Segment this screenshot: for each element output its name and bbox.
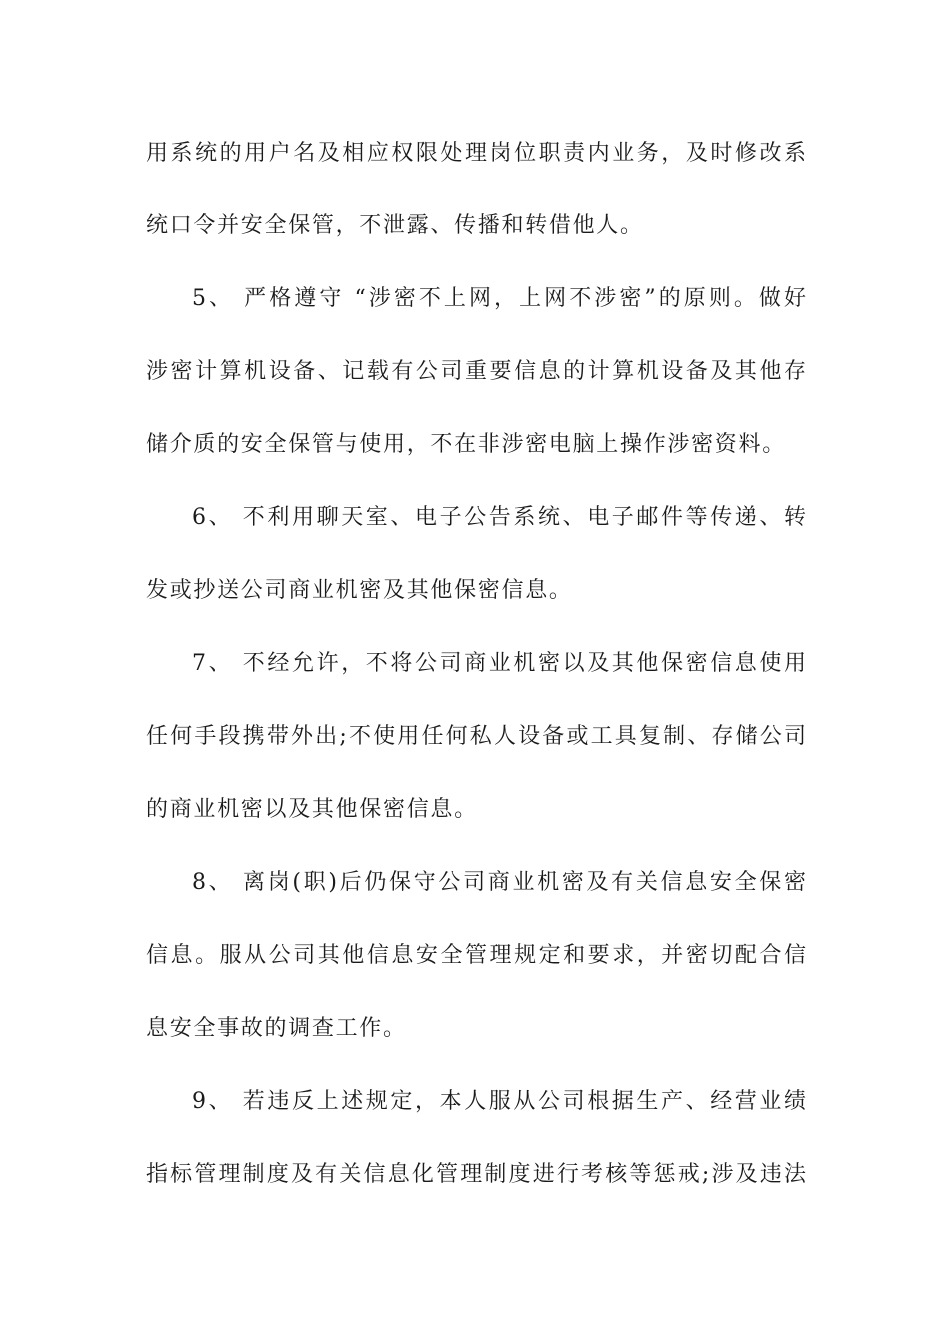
item-7-line-2: 任何手段携带外出;不使用任何私人设备或工具复制、存储公司: [146, 724, 806, 749]
item-5-line-3: 储介质的安全保管与使用，不在非涉密电脑上操作涉密资料。: [146, 432, 786, 457]
item-5-line-2: 涉密计算机设备、记载有公司重要信息的计算机设备及其他存: [146, 359, 806, 384]
item-5-line-1: 5、 严格遵守 “涉密不上网，上网不涉密”的原则。做好: [192, 286, 806, 311]
item-9-line-1: 9、 若违反上述规定，本人服从公司根据生产、经营业绩: [192, 1089, 806, 1114]
item-6-line-2: 发或抄送公司商业机密及其他保密信息。: [146, 578, 573, 603]
item-6-line-1: 6、 不利用聊天室、电子公告系统、电子邮件等传递、转: [192, 505, 806, 530]
item-7-line-3: 的商业机密以及其他保密信息。: [146, 797, 478, 822]
item-7-line-1: 7、 不经允许，不将公司商业机密以及其他保密信息使用: [192, 651, 806, 676]
item-9-line-2: 指标管理制度及有关信息化管理制度进行考核等惩戒;涉及违法: [146, 1162, 806, 1187]
item-8-line-3: 息安全事故的调查工作。: [146, 1016, 407, 1041]
item-8-line-2: 信息。服从公司其他信息安全管理规定和要求，并密切配合信: [146, 943, 806, 968]
item-8-line-1: 8、 离岗(职)后仍保守公司商业机密及有关信息安全保密: [192, 870, 806, 895]
text-line-1: 用系统的用户名及相应权限处理岗位职责内业务，及时修改系: [146, 141, 806, 166]
text-line-2: 统口令并安全保管，不泄露、传播和转借他人。: [146, 213, 644, 238]
